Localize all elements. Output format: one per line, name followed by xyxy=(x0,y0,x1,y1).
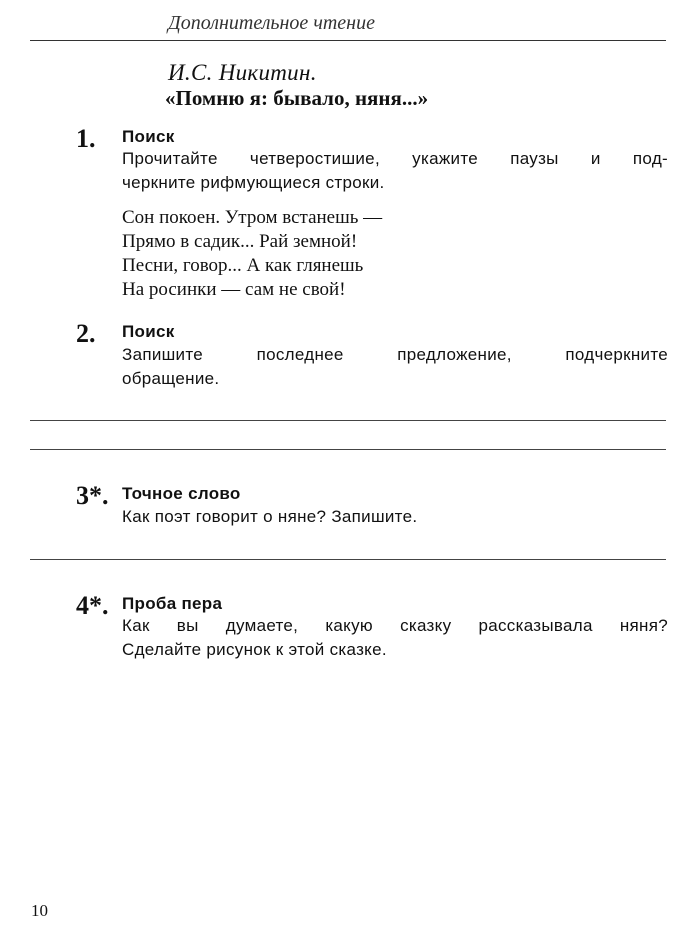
task-4-line-1: Как вы думаете, какую сказку рассказывала няня? xyxy=(122,616,668,635)
task-4-line-2: Сделайте рисунок к этой сказке. xyxy=(122,640,387,659)
task-4-instruction xyxy=(122,614,668,662)
task-1-heading: Поиск xyxy=(122,127,175,146)
task-2-line-1: Запишите последнее предложение, подчеркните xyxy=(122,345,668,364)
answer-line-2[interactable] xyxy=(30,449,666,450)
poem-line-1: Сон покоен. Утром встанешь — xyxy=(122,207,383,228)
answer-line-3[interactable] xyxy=(30,559,666,560)
task-3-number: 3*. xyxy=(76,481,109,510)
task-1-number: 1. xyxy=(76,124,96,153)
task-3-line-1: Как поэт говорит о няне? Запишите. xyxy=(122,507,418,526)
task-1-line-1: Прочитайте четверостишие, укажите паузы и под- xyxy=(122,149,668,168)
poem-line-2: Прямо в садик... Рай земной! xyxy=(122,231,358,252)
task-1-instruction xyxy=(122,147,668,195)
poem-quatrain xyxy=(122,206,382,302)
task-1-line-2: черкните рифмующиеся строки. xyxy=(122,173,385,192)
task-3-heading: Точное слово xyxy=(122,484,241,503)
task-2-number: 2. xyxy=(76,319,96,348)
task-4-heading: Проба пера xyxy=(122,594,223,613)
header-divider xyxy=(30,40,666,41)
poem-title: «Помню я: бывало, няня...» xyxy=(165,86,429,110)
poem-line-3: Песни, говор... А как глянешь xyxy=(122,255,364,276)
task-2-heading: Поиск xyxy=(122,322,175,341)
task-3-instruction xyxy=(122,505,668,529)
answer-line-1[interactable] xyxy=(30,420,666,421)
task-4-number: 4*. xyxy=(76,591,109,620)
author-name: И.С. Никитин. xyxy=(168,60,317,85)
section-header: Дополнительное чтение xyxy=(168,12,375,34)
task-2-line-2: обращение. xyxy=(122,369,220,388)
page-number: 10 xyxy=(31,901,48,920)
poem-line-4: На росинки — сам не свой! xyxy=(122,279,346,300)
task-2-instruction xyxy=(122,343,668,391)
